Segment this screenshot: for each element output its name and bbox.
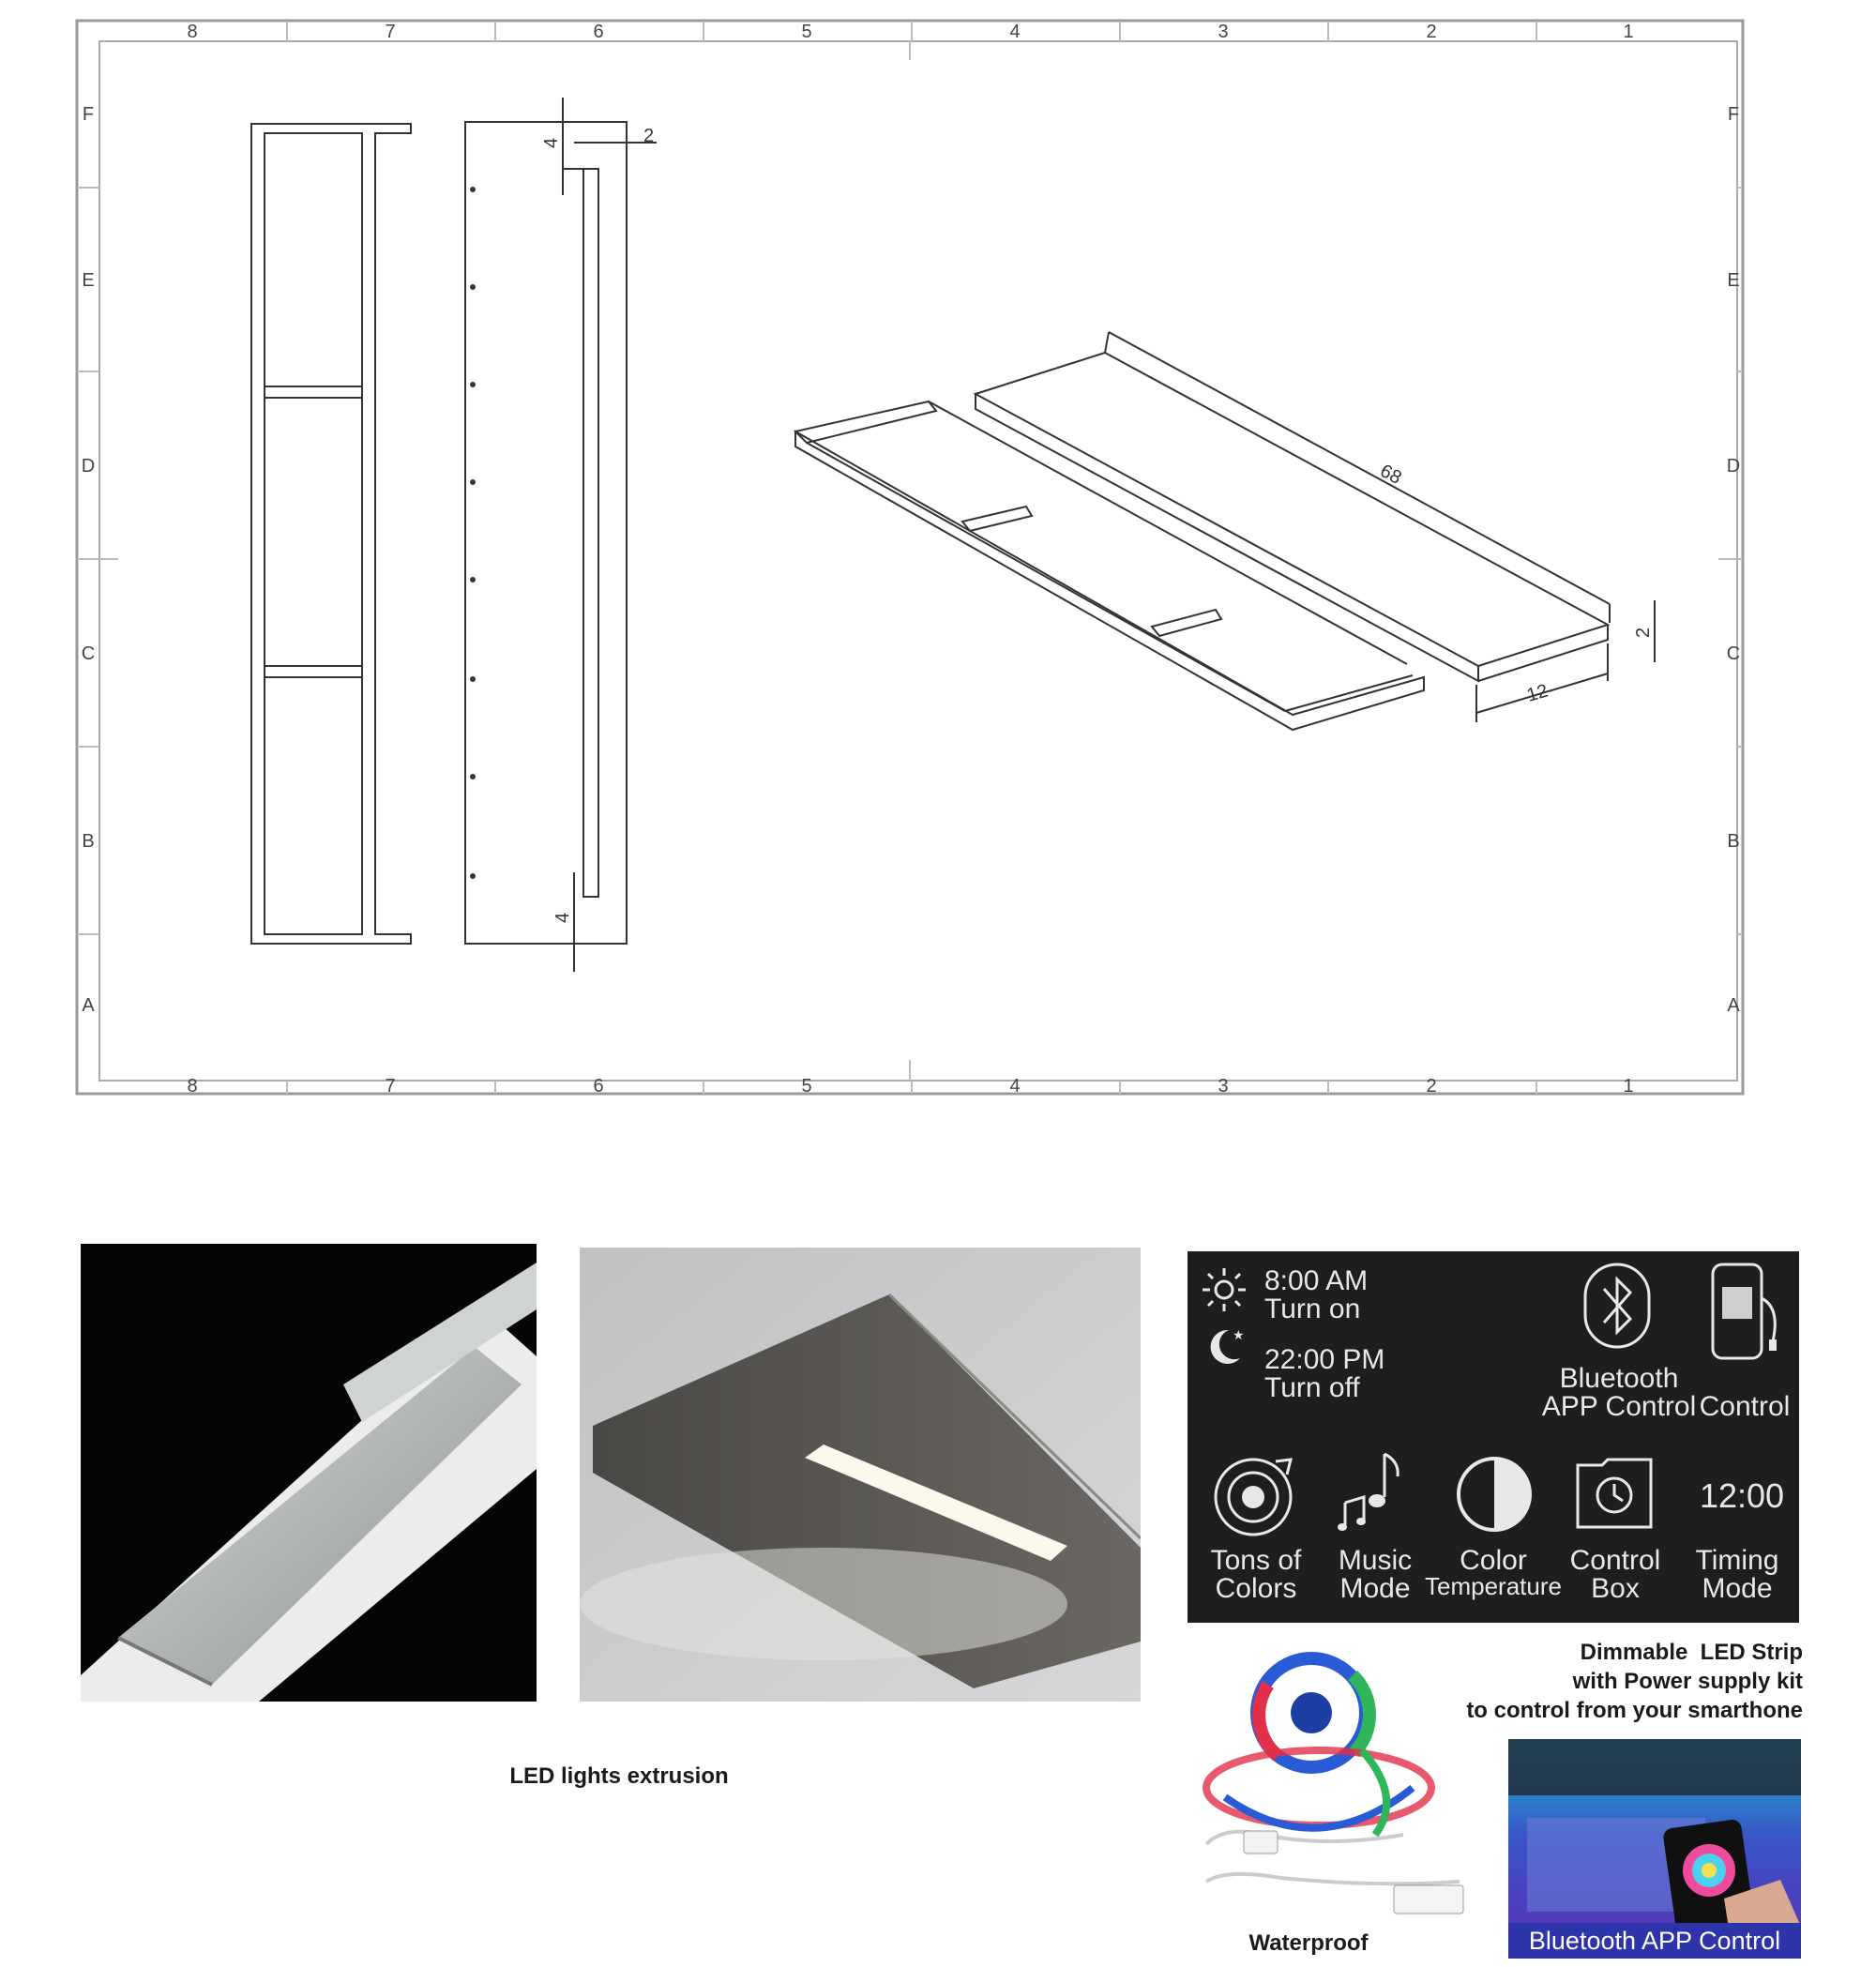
col-label: 2 bbox=[1426, 1076, 1437, 1097]
on-time: 8:00 AM bbox=[1264, 1265, 1369, 1296]
col-label: 6 bbox=[593, 22, 604, 42]
front-view-frame bbox=[251, 124, 411, 944]
col-label: 3 bbox=[1218, 1076, 1229, 1097]
phone-qr-icon bbox=[1700, 1261, 1784, 1366]
col-label: 4 bbox=[1009, 22, 1021, 42]
feature-timing-line2: Mode bbox=[1702, 1573, 1773, 1604]
drawing-outer-border bbox=[77, 21, 1743, 1094]
row-label: A bbox=[82, 995, 95, 1016]
moon-icon bbox=[1201, 1323, 1248, 1369]
bluetooth-label-line2: APP Control bbox=[1541, 1391, 1697, 1422]
timing-display: 12:00 bbox=[1699, 1476, 1785, 1515]
row-label: D bbox=[1726, 456, 1741, 477]
row-label: F bbox=[1727, 104, 1740, 125]
color-wheel-icon bbox=[1210, 1450, 1300, 1540]
row-label: E bbox=[82, 270, 95, 291]
control-label: Control bbox=[1699, 1391, 1791, 1422]
half-circle-icon bbox=[1452, 1452, 1536, 1536]
col-label: 3 bbox=[1218, 22, 1229, 42]
dimmable-line3: to control from your smarthone bbox=[1466, 1698, 1803, 1723]
row-label: E bbox=[1727, 270, 1740, 291]
feature-colors-line2: Colors bbox=[1215, 1573, 1297, 1604]
side-view-holes bbox=[470, 187, 476, 879]
extrusion-caption: LED lights extrusion bbox=[509, 1763, 729, 1789]
waterproof-caption: Waterproof bbox=[1248, 1930, 1369, 1956]
col-label: 5 bbox=[801, 1076, 812, 1097]
side-view bbox=[465, 98, 657, 972]
col-label: 8 bbox=[187, 22, 198, 42]
col-label: 5 bbox=[801, 22, 812, 42]
col-label: 1 bbox=[1623, 1076, 1634, 1097]
clock-box-icon bbox=[1574, 1456, 1655, 1531]
row-label: F bbox=[82, 104, 95, 125]
led-features-panel bbox=[1188, 1251, 1799, 1623]
bluetooth-icon bbox=[1580, 1261, 1655, 1351]
col-label: 7 bbox=[385, 1076, 396, 1097]
feature-timing-line1: Timing bbox=[1695, 1545, 1779, 1576]
dimmable-line1: Dimmable LED Strip bbox=[1580, 1640, 1803, 1665]
col-label: 8 bbox=[187, 1076, 198, 1097]
dimension-label: 12 bbox=[1524, 680, 1551, 706]
dimension-label: 68 bbox=[1376, 460, 1405, 489]
bluetooth-banner: Bluetooth APP Control bbox=[1508, 1923, 1801, 1959]
feature-music-line1: Music bbox=[1338, 1545, 1413, 1576]
row-label: B bbox=[82, 831, 95, 852]
col-label: 2 bbox=[1426, 22, 1437, 42]
column-labels-top bbox=[187, 22, 1633, 42]
feature-temp-line2: Temperature bbox=[1425, 1572, 1562, 1600]
dimmable-line2: with Power supply kit bbox=[1572, 1669, 1803, 1694]
led-strip-reel-illustration bbox=[1188, 1647, 1478, 1929]
on-label: Turn on bbox=[1264, 1294, 1361, 1324]
music-note-icon bbox=[1338, 1445, 1413, 1535]
row-label: C bbox=[81, 643, 96, 664]
extrusion-channel-photo bbox=[81, 1244, 537, 1702]
feature-colors-line1: Tons of bbox=[1210, 1545, 1302, 1576]
feature-music-line2: Mode bbox=[1339, 1573, 1411, 1604]
feature-box-line2: Box bbox=[1591, 1573, 1640, 1604]
row-label: C bbox=[1726, 643, 1741, 664]
grid-ticks bbox=[77, 21, 1743, 1094]
bluetooth-app-control-photo bbox=[1508, 1739, 1801, 1959]
dimension-label: 2 bbox=[1633, 627, 1654, 638]
sun-icon bbox=[1201, 1266, 1248, 1313]
row-label: A bbox=[1727, 995, 1740, 1016]
bluetooth-label-line1: Bluetooth bbox=[1559, 1363, 1679, 1394]
off-time: 22:00 PM bbox=[1264, 1344, 1385, 1375]
svg-text:★: ★ bbox=[1233, 1328, 1245, 1343]
row-label: D bbox=[81, 456, 96, 477]
col-label: 4 bbox=[1009, 1076, 1021, 1097]
col-label: 1 bbox=[1623, 22, 1634, 42]
dimension-label: 2 bbox=[643, 126, 655, 146]
dimension-label: 4 bbox=[541, 137, 562, 148]
isometric-lid bbox=[976, 332, 1655, 722]
col-label: 7 bbox=[385, 22, 396, 42]
feature-box-line1: Control bbox=[1569, 1545, 1661, 1576]
isometric-frame bbox=[795, 401, 1424, 730]
feature-temp-line1: Color bbox=[1460, 1545, 1527, 1576]
col-label: 6 bbox=[593, 1076, 604, 1097]
dimension-label: 4 bbox=[552, 912, 573, 923]
off-label: Turn off bbox=[1264, 1372, 1360, 1403]
shelf-led-photo bbox=[580, 1248, 1141, 1702]
row-label: B bbox=[1727, 831, 1740, 852]
